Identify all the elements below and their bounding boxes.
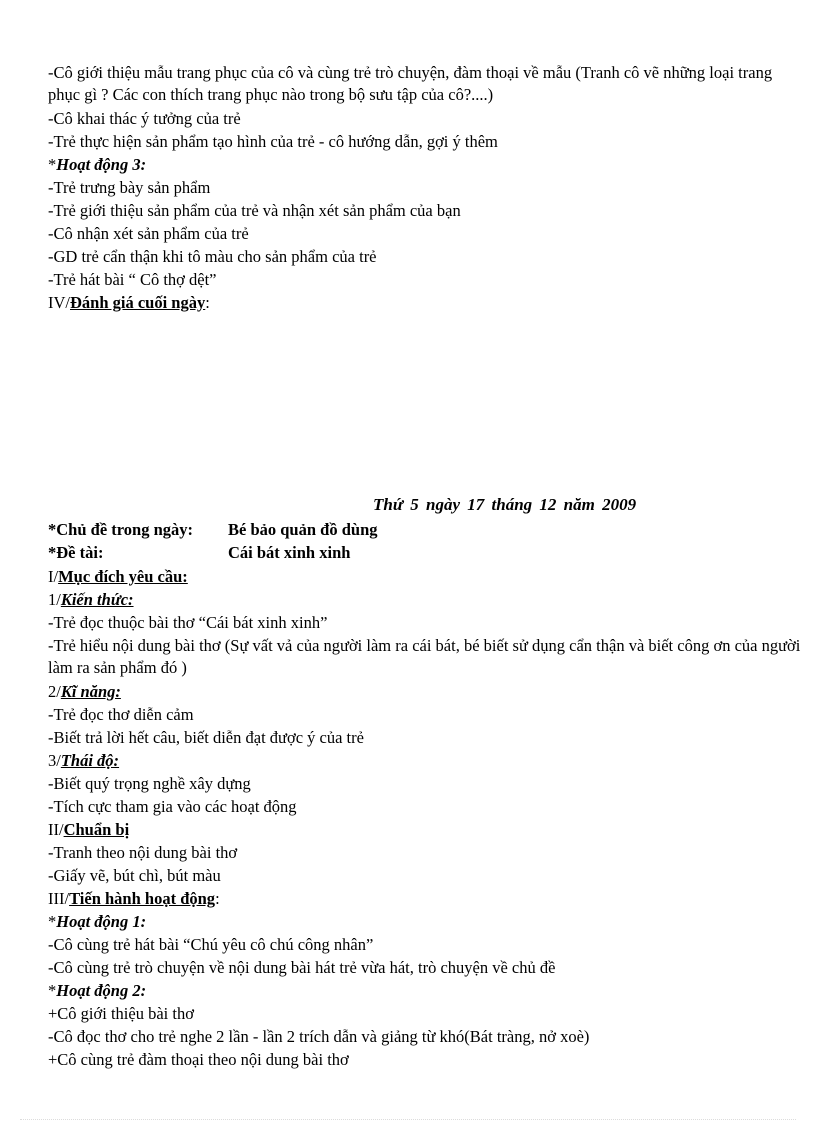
paragraph-present: -Trẻ giới thiệu sản phẩm của trẻ và nhận xét sản phẩm của bạn [48,201,461,220]
attitude-title: Thái độ: [60,751,120,770]
knowledge-heading [48,589,803,611]
subsection-number: 1/ [48,590,61,609]
paragraph-display: -Trẻ trưng bày sản phẩm [48,178,211,197]
theme-row [48,519,803,541]
knowledge-title: Kiến thức: [60,590,134,609]
topic-label: *Đề tài: [48,543,104,562]
evaluation-heading [48,292,803,314]
subsection-number: 2/ [48,682,61,701]
paragraph-teacher-comment: -Cô nhận xét sản phẩm của trẻ [48,224,249,243]
topic-row [48,542,803,564]
activity-2-item-1: +Cô giới thiệu bài thơ [48,1004,194,1023]
attitude-heading [48,750,803,772]
evaluation-title: Đánh giá cuối ngày [70,293,206,312]
section-number: I/ [48,567,59,586]
theme-label: *Chủ đề trong ngày: [48,520,194,539]
activity-1-item-1: -Cô cùng trẻ hát bài “Chú yêu cô chú công nhân” [48,935,374,954]
attitude-item-2: -Tích cực tham gia vào các hoạt động [48,797,297,816]
section-number: III/ [48,889,70,908]
skills-item-2: -Biết trả lời hết câu, biết diễn đạt được ý của trẻ [48,728,364,747]
skills-title: Kĩ năng: [60,682,121,701]
paragraph-intro-costume: -Cô giới thiệu mẫu trang phục của cô và cùng trẻ trò chuyện, đàm thoại về mẫu (Tranh cô vẽ những loại trang phục gì ? Các con thích trang phục nào trong bộ sưu tập của cô?....) [48,63,773,104]
skills-heading [48,681,803,703]
paragraph-idea: -Cô khai thác ý tưởng của trẻ [48,109,241,128]
section-2-title: Chuẩn bị [63,820,130,839]
lesson-date: Thứ 5 ngày 17 tháng 12 năm 2009 [373,495,637,514]
section-number: IV/ [48,293,70,312]
page-edge-divider [20,1119,796,1120]
skills-item-1: -Trẻ đọc thơ diễn cảm [48,705,194,724]
activity-2-item-3: +Cô cùng trẻ đàm thoại theo nội dung bài thơ [48,1050,349,1069]
activity-1-heading [48,911,803,933]
activity-3-title: Hoạt động 3: [56,155,147,174]
bullet-prefix: * [48,155,57,174]
activity-3-heading [48,154,803,176]
section-2-heading [48,819,803,841]
attitude-item-1: -Biết quý trọng nghề xây dựng [48,774,251,793]
knowledge-item-2: -Trẻ hiểu nội dung bài thơ (Sự vất vả của người làm ra cái bát, bé biết sử dụng cẩn thận và biết công ơn của người làm ra sản phẩm đó ) [48,636,801,677]
activity-2-heading [48,980,803,1002]
subsection-number: 3/ [48,751,61,770]
section-1-heading [48,566,803,588]
activity-1-item-2: -Cô cùng trẻ trò chuyện về nội dung bài hát trẻ vừa hát, trò chuyện về chủ đề [48,958,556,977]
section-3-title: Tiến hành hoạt động [69,889,216,908]
activity-2-title: Hoạt động 2: [56,981,147,1000]
paragraph-perform: -Trẻ thực hiện sản phẩm tạo hình của trẻ - cô hướng dẫn, gợi ý thêm [48,132,498,151]
paragraph-careful: -GD trẻ cẩn thận khi tô màu cho sản phẩm của trẻ [48,247,377,266]
section-3-heading [48,888,803,910]
theme-value: Bé bảo quản đồ dùng [228,520,378,539]
activity-2-item-2: -Cô đọc thơ cho trẻ nghe 2 lần - lần 2 trích dẫn và giảng từ khó(Bát tràng, nở xoè) [48,1027,590,1046]
paragraph-song: -Trẻ hát bài “ Cô thợ dệt” [48,270,217,289]
topic-value: Cái bát xinh xinh [228,543,351,562]
prep-item-2: -Giấy vẽ, bút chì, bút màu [48,866,221,885]
prep-item-1: -Tranh theo nội dung bài thơ [48,843,238,862]
colon: : [215,889,220,908]
bullet-prefix: * [48,981,57,1000]
bullet-prefix: * [48,912,57,931]
knowledge-item-1: -Trẻ đọc thuộc bài thơ “Cái bát xinh xinh” [48,613,328,632]
activity-1-title: Hoạt động 1: [56,912,147,931]
section-number: II/ [48,820,64,839]
section-1-title: Mục đích yêu cầu: [58,567,188,586]
colon: : [205,293,210,312]
